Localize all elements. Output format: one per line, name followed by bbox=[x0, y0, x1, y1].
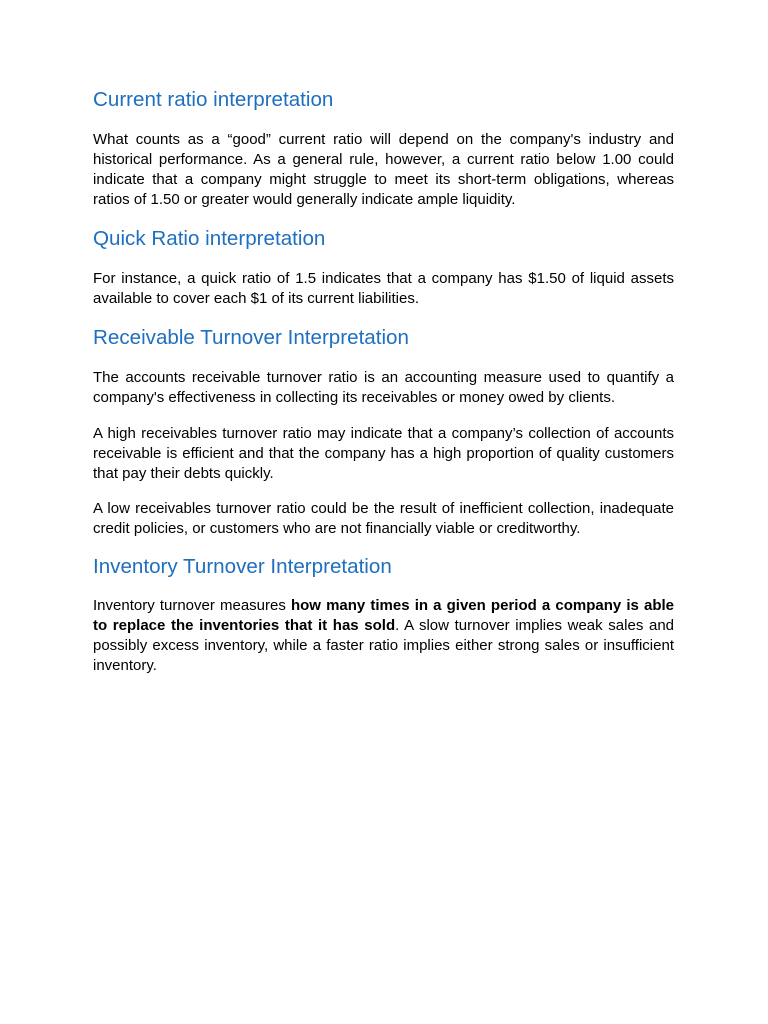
paragraph-inventory-turnover bbox=[93, 596, 674, 676]
paragraph-receivable-definition: The accounts receivable turnover ratio is an accounting measure used to quantify a company's effectiveness in collecting its receivables or money owed by clients. bbox=[93, 369, 674, 406]
heading-inventory-turnover: Inventory Turnover Interpretation bbox=[93, 555, 392, 578]
heading-receivable-turnover: Receivable Turnover Interpretation bbox=[93, 326, 409, 349]
inventory-bold-phrase: how many times in a given period a company is able to replace the inventories that it has sold bbox=[93, 597, 674, 634]
heading-current-ratio: Current ratio interpretation bbox=[93, 88, 334, 111]
paragraph-current-ratio: What counts as a “good” current ratio will depend on the company's industry and historical performance. As a general rule, however, a current ratio below 1.00 could indicate that a company might struggle to meet its short-term obligations, whereas ratios of 1.50 or greater would generally indicate ample liquidity. bbox=[93, 131, 674, 208]
heading-quick-ratio: Quick Ratio interpretation bbox=[93, 227, 326, 250]
paragraph-quick-ratio: For instance, a quick ratio of 1.5 indicates that a company has $1.50 of liquid assets available to cover each $1 of its current liabilities. bbox=[93, 270, 674, 307]
paragraph-receivable-low: A low receivables turnover ratio could be the result of inefficient collection, inadequate credit policies, or customers who are not financially viable or creditworthy. bbox=[93, 500, 674, 537]
inventory-text-start: Inventory turnover measures bbox=[93, 597, 291, 614]
document-page bbox=[93, 86, 674, 676]
inventory-text-end: . A slow turnover implies weak sales and possibly excess inventory, while a faster ratio implies either strong sales or insufficient inventory. bbox=[93, 617, 675, 674]
paragraph-receivable-high: A high receivables turnover ratio may indicate that a company’s collection of accounts receivable is efficient and that the company has a high proportion of quality customers that pay their debts quickly. bbox=[93, 425, 674, 482]
